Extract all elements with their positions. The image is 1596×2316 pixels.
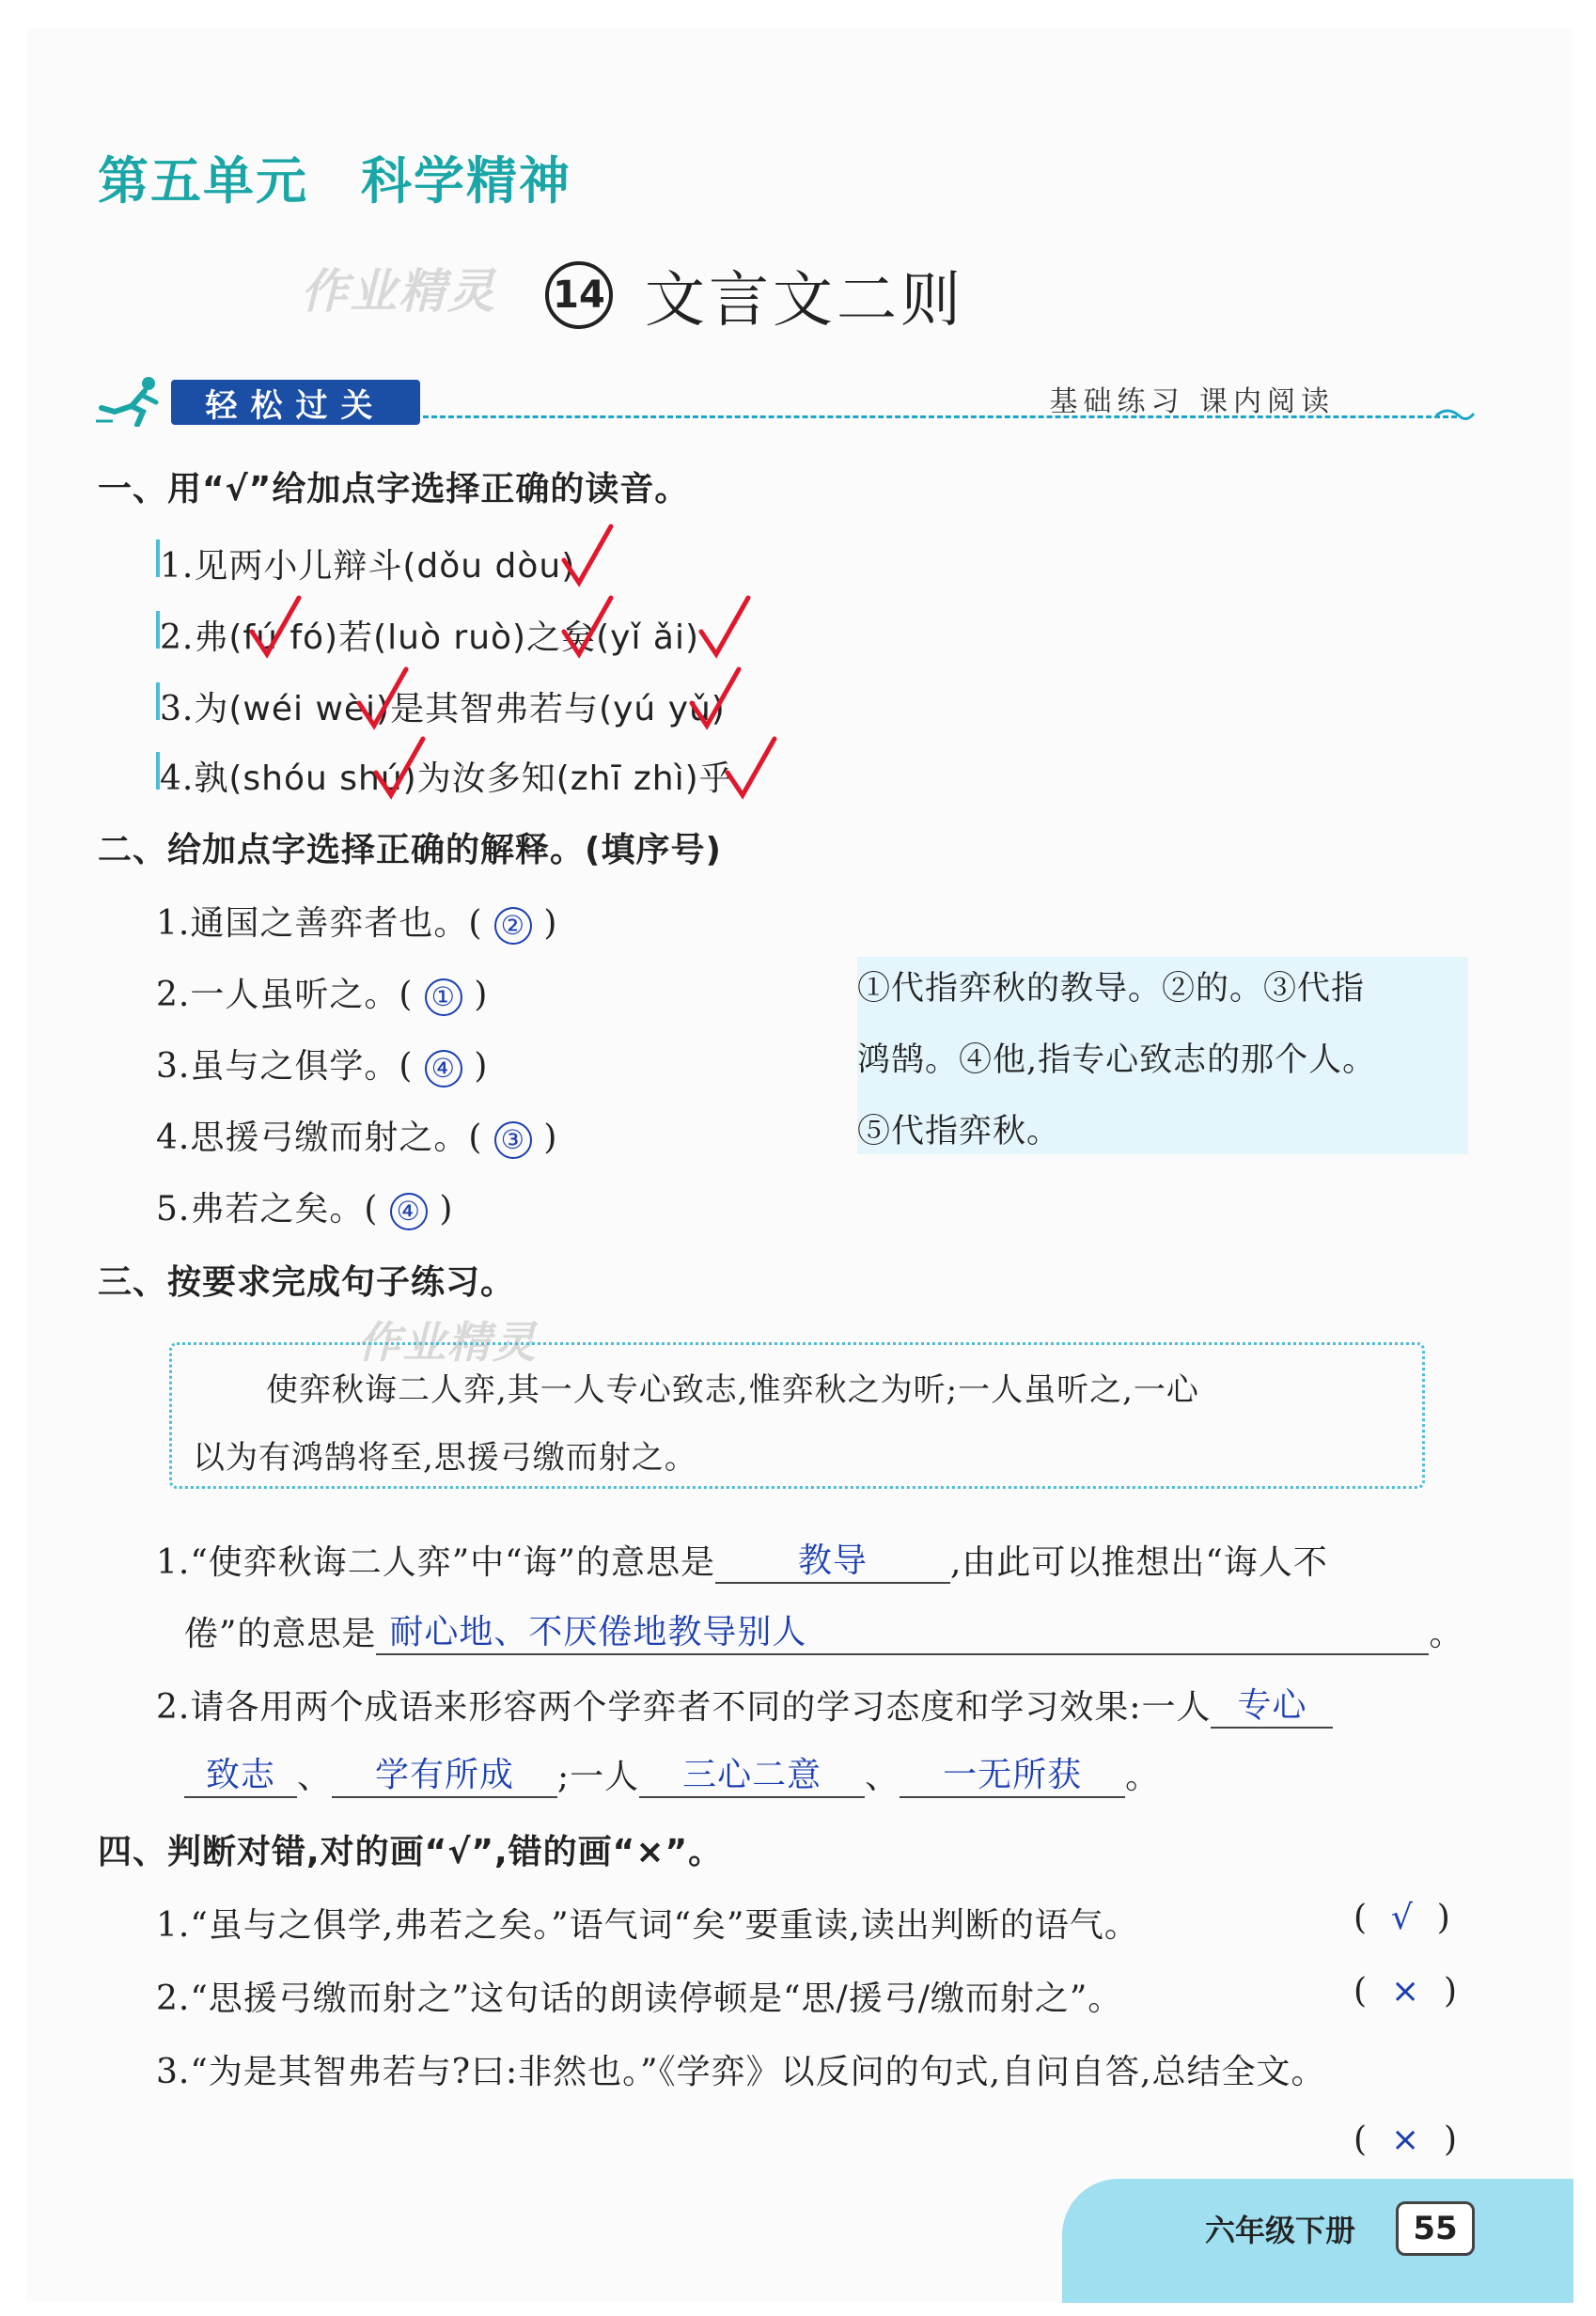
s1-item-4 xyxy=(160,752,734,800)
runner-icon xyxy=(94,374,164,427)
lesson-header xyxy=(545,252,964,338)
s2-item-2-close: ) xyxy=(474,976,489,1014)
s4-item-3-answer: × xyxy=(1390,2120,1421,2159)
s2-item-5 xyxy=(156,1182,453,1230)
s3-q2-text: 2.请各用两个成语来形容两个学弈者不同的学习态度和学习效果:一人 xyxy=(156,1688,1212,1727)
check-mark-icon xyxy=(246,594,303,660)
s2-item-3-text: 虽与之俱学。( xyxy=(190,1047,414,1086)
s2-item-1-close: ) xyxy=(543,904,558,943)
s2-item-1-text: 通国之善弈者也。( xyxy=(190,904,483,943)
passage-line-2: 以为有鸿鹄将至,思援弓缴而射之。 xyxy=(193,1439,697,1477)
check-mark-icon xyxy=(370,735,427,801)
s1-item-4-num: 4. xyxy=(160,759,195,798)
s2-item-5-close: ) xyxy=(439,1190,454,1228)
s3-q1-end: 。 xyxy=(1429,1615,1464,1653)
s1-item-3 xyxy=(160,682,726,730)
s2-item-4-num: 4. xyxy=(156,1119,191,1157)
s3-q2-answer-1b: 致志 xyxy=(205,1756,275,1794)
s3-q2-sep-2: ;一人 xyxy=(557,1758,640,1796)
options-line-2: 鸿鹄。④他,指专心致志的那个人。 xyxy=(857,1041,1377,1079)
lesson-title: 文言文二则 xyxy=(645,266,964,336)
s2-item-3-num: 3. xyxy=(156,1047,191,1086)
s2-item-1-answer[interactable]: ② xyxy=(494,907,532,945)
passage-box xyxy=(169,1342,1425,1489)
check-mark-icon xyxy=(558,523,615,588)
section4-heading: 四、判断对错,对的画“√”,错的画“×”。 xyxy=(98,1833,724,1871)
s2-item-5-num: 5. xyxy=(156,1190,191,1228)
options-line-3: ⑤代指弈秋。 xyxy=(857,1113,1061,1150)
section-banner xyxy=(94,374,1476,427)
section2-heading: 二、给加点字选择正确的解释。(填序号) xyxy=(98,831,722,869)
s3-q1-text-3: 倦”的意思是 xyxy=(184,1615,377,1653)
lesson-number: 14 xyxy=(545,261,613,329)
s1-item-2-num: 2. xyxy=(160,618,195,657)
s3-q1-line2 xyxy=(184,1605,1463,1655)
check-mark-icon xyxy=(558,594,615,660)
s2-item-2-answer[interactable]: ① xyxy=(425,978,462,1016)
check-mark-icon xyxy=(686,665,743,731)
s3-q2-sep-3: 、 xyxy=(865,1758,900,1796)
s4-item-3-text: 3.“为是其智弗若与?曰:非然也。”《学弈》以反问的句式,自问自答,总结全文。 xyxy=(156,2053,1326,2091)
s2-item-5-text: 弗若之矣。( xyxy=(190,1190,379,1228)
s3-q2-blank-3[interactable] xyxy=(639,1748,865,1798)
s2-item-4 xyxy=(156,1111,557,1159)
unit-label: 第五单元 xyxy=(98,151,308,211)
s1-item-3-text: 为(wéi wèi)是其智弗若与(yú yǔ) xyxy=(194,690,726,728)
banner-subtitle: 基础练习 课内阅读 xyxy=(1049,385,1335,418)
s2-item-4-answer[interactable]: ③ xyxy=(494,1121,532,1159)
s3-q2-sep-1: 、 xyxy=(297,1758,333,1796)
s3-q1-text-2: ,由此可以推想出“诲人不 xyxy=(949,1543,1328,1582)
s2-item-2-text: 一人虽听之。( xyxy=(190,976,414,1014)
grade-label: 六年级下册 xyxy=(1205,2213,1356,2248)
s2-item-2 xyxy=(156,968,488,1016)
check-mark-icon xyxy=(722,735,778,801)
s4-item-2-answer: × xyxy=(1390,1972,1421,2011)
s1-item-1-num: 1. xyxy=(160,547,195,586)
s1-item-2 xyxy=(160,611,699,659)
s2-item-3-close: ) xyxy=(474,1047,489,1086)
unit-theme: 科学精神 xyxy=(361,151,571,211)
passage-line-1: 使弈秋诲二人弈,其一人专心致志,惟弈秋之为听;一人虽听之,一心 xyxy=(266,1371,1199,1409)
s3-q1-line1 xyxy=(156,1534,1328,1584)
s3-q2-answer-2: 学有所成 xyxy=(375,1756,515,1794)
s2-item-5-answer[interactable]: ④ xyxy=(390,1193,428,1230)
banner-badge: 轻松过关 xyxy=(171,380,420,425)
s3-q1-text: 1.“使弈秋诲二人弈”中“诲”的意思是 xyxy=(156,1543,715,1582)
options-line-1: ①代指弈秋的教导。②的。③代指 xyxy=(857,970,1366,1008)
s2-item-2-num: 2. xyxy=(156,976,191,1014)
s3-q2-answer-4: 一无所获 xyxy=(943,1756,1083,1794)
s4-item-2-answer-box[interactable]: ( × ) xyxy=(1353,1972,1459,2011)
s4-item-2-text: 2.“思援弓缴而射之”这句话的朗读停顿是“思/援弓/缴而射之”。 xyxy=(156,1980,1123,2018)
explanation-options-box xyxy=(857,957,1468,1154)
s3-q2-blank-1b[interactable] xyxy=(184,1748,297,1798)
s1-item-2-text: 弗(fú fó)若(luò ruò)之矣(yǐ ǎi) xyxy=(194,618,700,657)
s2-item-3-answer[interactable]: ④ xyxy=(425,1050,462,1088)
s1-item-1 xyxy=(160,540,575,587)
watermark: 作业精灵 xyxy=(357,1317,538,1368)
s3-q2-end: 。 xyxy=(1125,1758,1161,1796)
s3-q1-blank-2[interactable] xyxy=(376,1605,1429,1655)
s2-item-4-close: ) xyxy=(543,1119,558,1157)
s3-q2-blank-1a[interactable] xyxy=(1211,1679,1333,1729)
s1-item-1-text: 见两小儿辩斗(dǒu dòu) xyxy=(194,547,576,586)
s3-q1-blank-1[interactable] xyxy=(715,1534,950,1584)
section3-heading: 三、按要求完成句子练习。 xyxy=(98,1263,516,1302)
swirl-icon xyxy=(1434,406,1476,425)
s4-item-1-answer: √ xyxy=(1390,1899,1414,1937)
s1-item-3-num: 3. xyxy=(160,690,195,728)
s4-item-1-answer-box[interactable]: ( √ ) xyxy=(1353,1899,1451,1937)
section1-heading: 一、用“√”给加点字选择正确的读音。 xyxy=(98,470,690,509)
s2-item-1-num: 1. xyxy=(156,904,191,943)
s3-q1-answer-1: 教导 xyxy=(797,1541,868,1580)
check-mark-icon xyxy=(353,665,410,731)
s2-item-3 xyxy=(156,1040,488,1088)
s3-q2-answer-3: 三心二意 xyxy=(682,1756,822,1794)
unit-title xyxy=(98,141,571,213)
s2-item-4-text: 思援弓缴而射之。( xyxy=(190,1119,483,1157)
page-sheet xyxy=(26,28,1573,2303)
s3-q2-answer-1a: 专心 xyxy=(1237,1686,1307,1725)
s4-item-1-text: 1.“虽与之俱学,弗若之矣。”语气词“矣”要重读,读出判断的语气。 xyxy=(156,1906,1139,1945)
s2-item-1 xyxy=(156,897,557,945)
s3-q1-answer-2: 耐心地、不厌倦地教导别人 xyxy=(389,1613,807,1651)
s3-q2-blank-2[interactable] xyxy=(332,1748,557,1798)
s1-item-4-text: 孰(shóu shú)为汝多知(zhī zhì)乎 xyxy=(194,759,734,798)
check-mark-icon xyxy=(696,594,752,660)
watermark: 作业精灵 xyxy=(301,264,496,319)
page-number: 55 xyxy=(1396,2201,1475,2256)
s3-q2-line2 xyxy=(184,1748,1160,1798)
s3-q2-line1 xyxy=(156,1679,1333,1729)
s4-item-3-answer-box[interactable]: ( × ) xyxy=(1353,2120,1459,2159)
s3-q2-blank-4[interactable] xyxy=(900,1748,1125,1798)
